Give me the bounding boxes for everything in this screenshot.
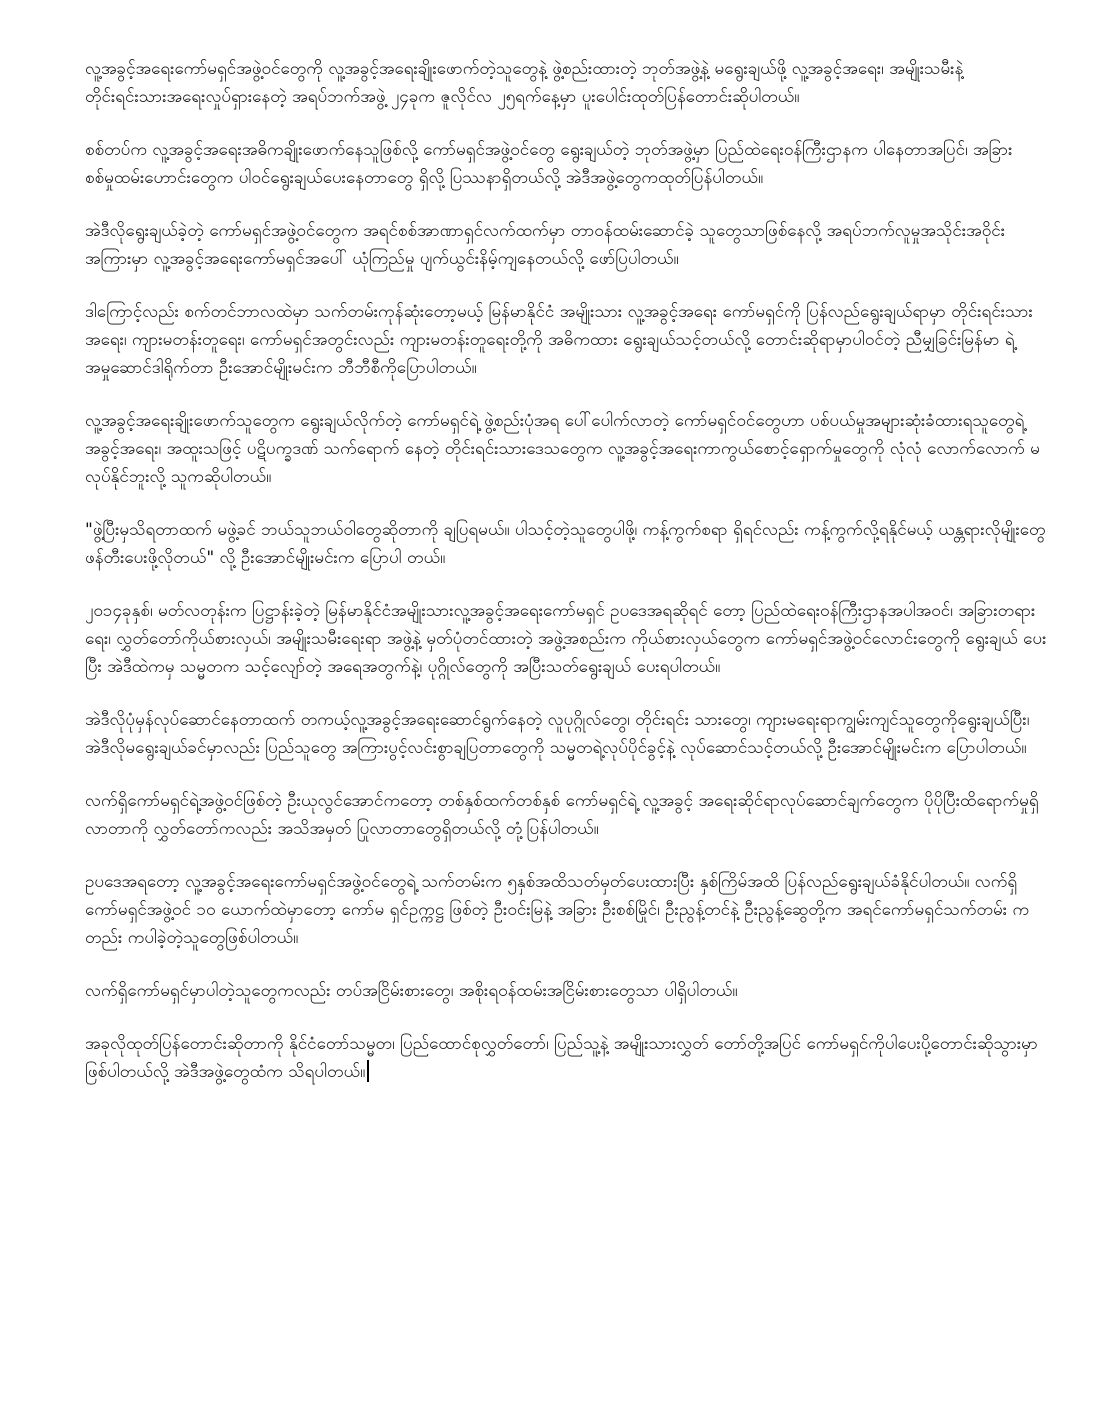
paragraph-1: လူ့အခွင့်အရေးကော်မရှင်အဖွဲ့ဝင်တွေကို လူ့အခွင့်အရေးချိုးဖောက်တဲ့သူတွေနဲ့ ဖွဲ့စည်းထားတဲ့ ဘုတ်အဖွဲ့နဲ့ မရွေးချယ်ဖို့ လူ့အခွင့်အရေး၊ အမျိုးသမီးနဲ့ တိုင်းရင်းသားအရေးလှုပ်ရှားနေတဲ့ အရပ်ဘက်အဖွဲ့ ၂၄ခုက ဇူလိုင်လ ၂၅ရက်နေ့မှာ ပူးပေါင်းထုတ်ပြန်တောင်းဆိုပါတယ်။: [85, 59, 964, 107]
paragraph-6: "ဖွဲ့ပြီးမှသိရတာထက် မဖွဲ့ခင် ဘယ်သူဘယ်ဝါတွေဆိုတာကို ချပြရမယ်။ ပါသင့်တဲ့သူတွေပါဖို့၊ ကန့်ကွက်စရာ ရှိရင်လည်း ကန့်ကွက်လို့ရနိုင်မယ့် ယန္တရားလိုမျိုးတွေ ဖန်တီးပေးဖို့လိုတယ်" လို့ ဦးအောင်မျိုးမင်းက ပြောပါ တယ်။: [85, 520, 1046, 568]
paragraph-2: စစ်တပ်က လူ့အခွင့်အရေးအဓိကချိုးဖောက်နေသူဖြစ်လို့ ကော်မရှင်အဖွဲ့ဝင်တွေ ရွေးချယ်တဲ့ ဘုတ်အဖွဲ့မှာ ပြည်ထဲရေးဝန်ကြီးဌာနက ပါနေတာအပြင်၊ အခြားစစ်မှုထမ်းဟောင်းတွေက ပါဝင်ရွေးချယ်ပေးနေတာတွေ ရှိလို့ ပြဿနာရှိတယ်လို့ အဲဒီအဖွဲ့တွေကထုတ်ပြန်ပါတယ်။: [85, 140, 1013, 188]
paragraph-8: အဲဒီလိုပုံမှန်လုပ်ဆောင်နေတာထက် တကယ့်လူ့အခွင့်အရေးဆောင်ရွက်နေတဲ့ လူပုဂ္ဂိုလ်တွေ၊ တိုင်းရင်း သားတွေ၊ ကျားမရေးရာကျွမ်းကျင်သူတွေကိုရွေးချယ်ပြီး၊ အဲဒီလိုမရွေးချယ်ခင်မှာလည်း ပြည်သူတွေ အကြားပွင့်လင်းစွာချပြတာတွေကို သမ္မတရဲ့လုပ်ပိုင်ခွင့်နဲ့ လုပ်ဆောင်သင့်တယ်လို့ ဦးအောင်မျိုးမင်းက ပြောပါတယ်။: [85, 710, 1030, 758]
paragraph-5: လူ့အခွင့်အရေးချိုးဖောက်သူတွေက ရွေးချယ်လိုက်တဲ့ ကော်မရှင်ရဲ့ ဖွဲ့စည်းပုံအရ ပေါ်ပေါက်လာတဲ့ ကော်မရှင်ဝင်တွေဟာ ပစ်ပယ်မှုအများဆုံးခံထားရသူတွေရဲ့ အခွင့်အရေး၊ အထူးသဖြင့် ပဋိပက္ခဒဏ် သက်ရောက် နေတဲ့ တိုင်းရင်းသားဒေသတွေက လူ့အခွင့်အရေးကာကွယ်စောင့်ရှောက်မှုတွေကို လုံလုံ လောက်လောက် မလုပ်နိုင်ဘူးလို့ သူကဆိုပါတယ်။: [85, 411, 1040, 487]
paragraph-10: ဥပဒေအရတော့ လူ့အခွင့်အရေးကော်မရှင်အဖွဲ့ဝင်တွေရဲ့ သက်တမ်းက ၅နှစ်အထိသတ်မှတ်ပေးထားပြီး နှစ်ကြိမ်အထိ ပြန်လည်ရွေးချယ်ခံနိုင်ပါတယ်။ လက်ရှိ ကော်မရှင်အဖွဲ့ဝင် ၁၀ ယောက်ထဲမှာတော့ ကော်မ ရှင်ဥက္ကဋ္ဌ ဖြစ်တဲ့ ဦးဝင်းမြနဲ့ အခြား ဦးစစ်မြိုင်၊ ဦးညွန့်တင်နဲ့ ဦးညွန့်ဆွေတို့က အရင်ကော်မရှင်သက်တမ်း ကတည်း ကပါခဲ့တဲ့သူတွေဖြစ်ပါတယ်။: [85, 872, 1030, 948]
paragraph-11: လက်ရှိကော်မရှင်မှာပါတဲ့သူတွေကလည်း တပ်အငြိမ်းစားတွေ၊ အစိုးရဝန်ထမ်းအငြိမ်းစားတွေသာ ပါရှိပါတယ်။: [85, 981, 738, 1001]
paragraph-4: ဒါကြောင့်လည်း စက်တင်ဘာလထဲမှာ သက်တမ်းကုန်ဆုံးတော့မယ့် မြန်မာနိုင်ငံ အမျိုးသား လူ့အခွင့်အရေး ကော်မရှင်ကို ပြန်လည်ရွေးချယ်ရာမှာ တိုင်းရင်းသားအရေး၊ ကျားမတန်းတူရေး၊ ကော်မရှင်အတွင်းလည်း ကျားမတန်းတူရေးတို့ကို အဓိကထား ရွေးချယ်သင့်တယ်လို့ တောင်းဆိုရာမှာပါဝင်တဲ့ ညီမျှခြင်းမြန်မာ ရဲ့ အမှုဆောင်ဒါရိုက်တာ ဦးအောင်မျိုးမင်းက ဘီဘီစီကိုပြောပါတယ်။: [85, 302, 1033, 378]
paragraph-12: [85, 1030, 1048, 1086]
paragraph-3: အဲဒီလိုရွေးချယ်ခဲ့တဲ့ ကော်မရှင်အဖွဲ့ဝင်တွေက အရင်စစ်အာဏာရှင်လက်ထက်မှာ တာဝန်ထမ်းဆောင်ခဲ့ သူတွေသာဖြစ်နေလို့ အရပ်ဘက်လူမှုအသိုင်းအဝိုင်းအကြားမှာ လူ့အခွင့်အရေးကော်မရှင်အပေါ် ယုံကြည်မှု ပျက်ယွင်းနိမ့်ကျနေတယ်လို့ ဖော်ပြပါတယ်။: [85, 221, 1006, 269]
paragraph-12-text: အခုလိုထုတ်ပြန်တောင်းဆိုတာကို နိုင်ငံတော်သမ္မတ၊ ပြည်ထောင်စုလွှတ်တော်၊ ပြည်သူ့နဲ့ အမျိုးသားလွှတ် တော်တို့အပြင် ကော်မရှင်ကိုပါပေးပို့တောင်းဆိုသွားမှာဖြစ်ပါတယ်လို့ အဲဒီအဖွဲ့တွေထံက သိရပါတယ်။: [85, 1034, 1038, 1082]
paragraph-9: လက်ရှိကော်မရှင်ရဲ့အဖွဲ့ဝင်ဖြစ်တဲ့ ဦးယုလွင်အောင်ကတော့ တစ်နှစ်ထက်တစ်နှစ် ကော်မရှင်ရဲ့ လူ့အခွင့် အရေးဆိုင်ရာလုပ်ဆောင်ချက်တွေက ပိုပိုပြီးထိရောက်မှုရှိလာတာကို လွှတ်တော်ကလည်း အသိအမှတ် ပြုလာတာတွေရှိတယ်လို့ တုံ့ပြန်ပါတယ်။: [85, 791, 1039, 839]
text-cursor: [367, 1060, 369, 1082]
paragraph-7: ၂၀၁၄ခုနှစ်၊ မတ်လတုန်းက ပြဋ္ဌာန်းခဲ့တဲ့ မြန်မာနိုင်ငံအမျိုးသားလူ့အခွင့်အရေးကော်မရှင် ဥပဒေအရဆိုရင် တော့ ပြည်ထဲရေးဝန်ကြီးဌာနအပါအဝင်၊ အခြားတရားရေး၊ လွှတ်တော်ကိုယ်စားလှယ်၊ အမျိုးသမီးရေးရာ အဖွဲ့နဲ့ မှတ်ပုံတင်ထားတဲ့ အဖွဲ့အစည်းက ကိုယ်စားလှယ်တွေက ကော်မရှင်အဖွဲ့ဝင်လောင်းတွေကို ရွေးချယ် ပေးပြီး အဲဒီထဲကမှ သမ္မတက သင့်လျော်တဲ့ အရေအတွက်နဲ့၊ ပုဂ္ဂိုလ်တွေကို အပြီးသတ်ရွေးချယ် ပေးရပါတယ်။: [85, 601, 1047, 677]
